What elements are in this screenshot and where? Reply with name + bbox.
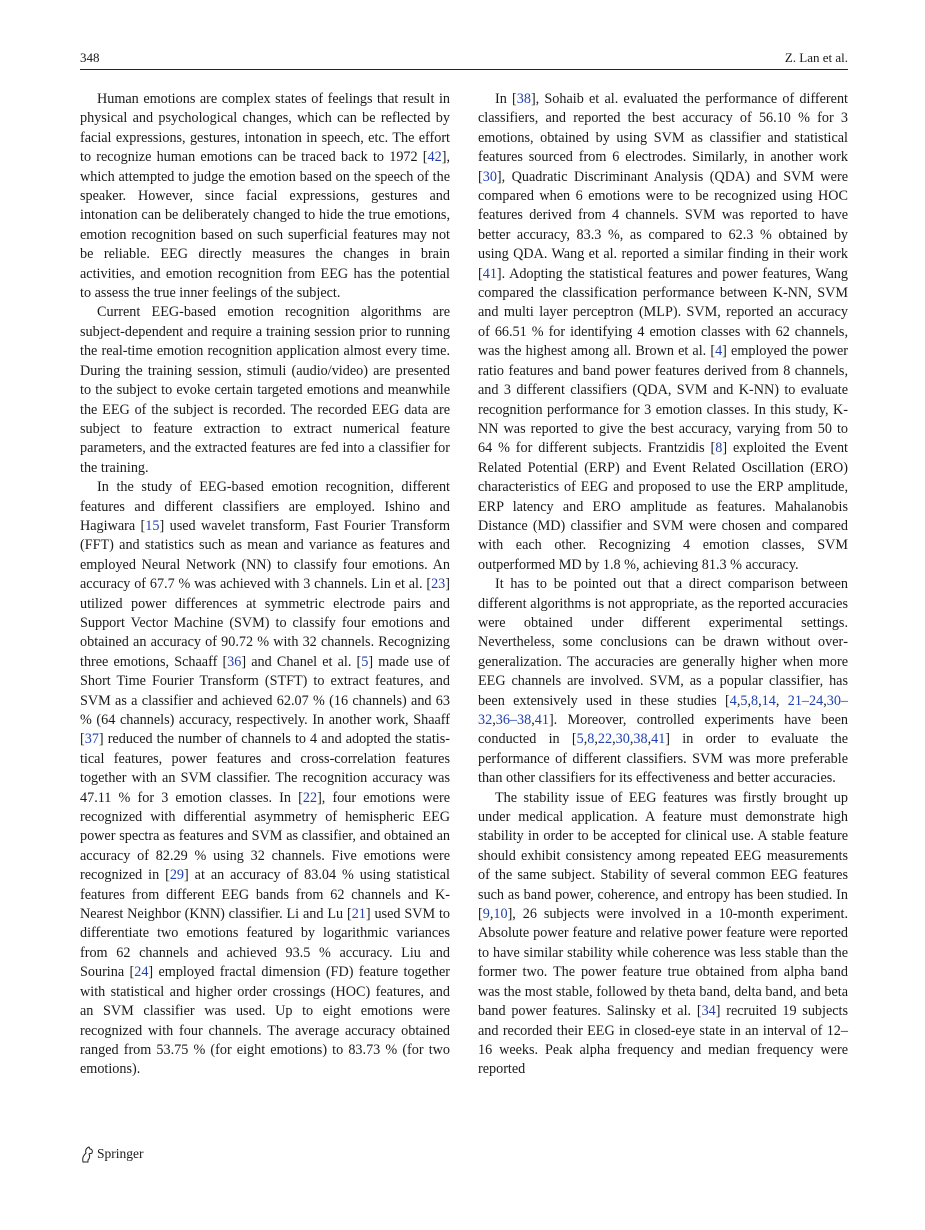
text-run: , — [629, 731, 634, 748]
paragraph — [80, 303, 450, 478]
text-run: , — [531, 712, 535, 728]
text-run: , — [747, 692, 751, 709]
page-number: 348 — [80, 50, 100, 65]
citation-link[interactable]: 22 — [597, 731, 613, 748]
text-run: ] recruited 19 subjects and recorded their EEG in closed-eye state in an interval of 12–16 weeks. Peak alpha frequency and median frequency were reported — [478, 1003, 849, 1078]
text-run: , — [594, 731, 598, 748]
citation-link[interactable]: 38 — [516, 91, 531, 107]
running-header — [80, 50, 848, 72]
citation-link[interactable]: 4 — [715, 343, 723, 360]
text-run: , — [775, 692, 788, 709]
citation-link[interactable]: 8 — [715, 440, 723, 457]
text-run: Current EEG-based emotion recognition algorithms are subject-dependent and require a training session prior to running the real-time emotion recognition application almost every time. During the training session, stimuli (audio/video) are presented to the subject to evoke certain targeted emotions and meanwhile the EEG of the subject is recorded. The recorded EEG data are subject to feature extraction to extract numerical feature parameters, and the extracted features are fed into a classifier for the training. — [80, 304, 450, 476]
text-run: ] used wavelet transform, Fast Fourier Transform (FFT) and statistics such as mean and variance as features and employed Neural Network (NN) to classify four emotions. An accuracy of 67.7 % was achieved with 3 channels. Lin et al. [ — [80, 517, 450, 593]
citation-link[interactable]: 29 — [169, 867, 185, 884]
text-run: It has to be pointed out that a direct comparison between different algorithms is not appropriate, as the reported accuracies were obtained under different experimental settings. Nevertheless, some conclusions can be drawn without overgeneralization. The accuracies are generally higher when more EEG channels are involved. SVM, as a popular classifier, has been extensively used in these studies [ — [478, 576, 848, 709]
citation-link[interactable]: 24 — [134, 964, 149, 981]
text-run: ] in order to evaluate the performance of different classifiers. SVM was more preferable than other classifiers for its effectiveness and better accuracies. — [478, 731, 849, 787]
text-run: The stability issue of EEG features was firstly brought up under medical application. A feature must demonstrate high stability in order to be accepted for clinical use. A stable feature should exhibit consistency among repeated EEG measurements of the same subject. Stability of several common EEG features such as band power, coherence, and entropy has been studied. In [ — [478, 789, 848, 923]
running-head-authors: Z. Lan et al. — [784, 50, 848, 65]
text-run: ] at an accuracy of 83.04 % using statistical features from different EEG bands from 62 channels and K-Nearest Neighbor (KNN) classifier. Li and Lu [ — [80, 867, 450, 923]
text-run: ] employed the power ratio features and band power features derived from 8 channels, and 3 different classifiers (QDA, SVM and K-NN) to evaluate recognition performance for 3 emotion classes. In this study, K-NN was reported to give the best accuracy, varying from 50 to 64 % for different subjects. Frantzidis [ — [478, 343, 848, 457]
citation-link[interactable]: 8 — [587, 731, 595, 748]
paragraph — [478, 789, 848, 1080]
citation-link[interactable]: 30 — [615, 731, 630, 748]
text-run: In the study of EEG-based emotion recognition, different features and different classifiers are employed. Ishino and Hagiwara [ — [80, 479, 450, 534]
citation-link[interactable]: 4 — [729, 692, 737, 709]
text-run: , — [612, 731, 616, 748]
text-run: Human emotions are complex states of feelings that result in physical and psychological changes, which can be reflected by facial expressions, gestures, intonation in speech, etc. The effort to recognize human emotions can be traced back to 1972 [ — [80, 91, 450, 166]
publisher-footer — [80, 1145, 144, 1163]
citation-link[interactable]: 23 — [431, 576, 446, 593]
text-run: , — [823, 692, 827, 709]
text-run: ]. Adopting the statistical features and power features, Wang compared the classification performance between K-NN, SVM and multi layer perceptron (MLP). SVM, reported an accuracy of 66.51 % for identifying 4 emotion classes with 62 channels, was the highest among all. Brown et al. [ — [478, 265, 848, 360]
text-run: ], four emotions were recognized with differential asymmetry of hemispheric EEG power spectra as features and SVM as classifier, and obtained an accuracy of 82.29 % using 32 channels. Five emotions were recognized in [ — [80, 789, 450, 884]
text-run: , — [492, 712, 496, 728]
citation-link[interactable]: 21–24 — [787, 692, 824, 709]
citation-link[interactable]: 34 — [701, 1003, 716, 1020]
citation-link[interactable]: 8 — [751, 692, 759, 709]
citation-link[interactable]: 42 — [427, 149, 442, 166]
citation-link[interactable]: 5 — [740, 692, 748, 709]
text-run: ], 26 subjects were involved in a 10-month experiment. Absolute power feature and relative power feature were reported to have similar stability while coherence was less stable than the former two. The power feature true obtained from alpha band was the most stable, followed by theta band, delta band, and beta band power features. Salinsky et al. [ — [478, 906, 848, 1020]
text-run: ], Sohaib et al. evaluated the performance of different classifiers, and reported the best accuracy of 56.10 % for 3 emotions, obtained by using SVM as classifier and statistical features sourced from 6 electrodes. Similarly, in another work [ — [478, 91, 848, 185]
header-rule — [80, 69, 848, 70]
citation-link[interactable]: 10 — [493, 906, 508, 923]
text-run: ], which attempted to judge the emotion based on the speech of the speaker. However, since facial expressions, gestures and intonation can be deliberately changed to hide the true emotions, emotion recognition based on such superficial features may not be reliable. EEG directly measures the changes in brain activities, and emotion recognition from EEG has the potential to assess the true inner feelings of the subject. — [80, 149, 450, 302]
text-run: , — [489, 906, 494, 923]
text-run: ], Quadratic Discriminant Analysis (QDA) and SVM were compared when 6 emotions were to be recognized using HOC features derived from 4 channels. SVM was reported to have better accuracy, 83.3 %, as compared to 62.3 % obtained by using QDA. Wang et al. reported a similar finding in their work [ — [478, 168, 848, 282]
citation-link[interactable]: 36–38 — [495, 712, 532, 728]
paragraph — [478, 575, 848, 788]
citation-link[interactable]: 41 — [482, 265, 497, 282]
citation-link[interactable]: 30–32 — [478, 692, 849, 728]
text-run: ]. Moreover, controlled experiments have been conducted in [ — [478, 712, 848, 748]
publisher-name: Springer — [97, 1146, 144, 1161]
text-run: , — [758, 692, 762, 709]
text-run: , — [736, 692, 741, 709]
citation-link[interactable]: 41 — [534, 712, 549, 728]
citation-link[interactable]: 5 — [361, 653, 369, 670]
citation-link[interactable]: 5 — [576, 731, 584, 748]
right-column — [478, 90, 848, 1080]
citation-link[interactable]: 41 — [651, 731, 666, 748]
text-run: ] employed fractal dimension (FD) feature together with statistical and higher order crossings (HOC) features, and an SVM classifier was used. Up to eight emotions were recognized with four channels. The average accuracy obtained ranged from 53.75 % (for eight emotions) to 83.73 % (for two emotions). — [80, 964, 450, 1078]
text-run: , — [583, 731, 588, 748]
text-run: , — [647, 731, 652, 748]
citation-link[interactable]: 36 — [227, 653, 242, 670]
citation-link[interactable]: 9 — [482, 906, 490, 923]
text-run: ] made use of Short Time Fourier Transform (STFT) to extract features, and SVM as a classifier and achieved 62.07 % (16 channels) and 63 % (64 channels) accuracy, respectively. In another work, Shaaff [ — [80, 653, 450, 748]
text-run: ] reduced the number of channels to 4 and adopted the statistical features, power features and cross-correlation features together with an SVM classifier. The recognition accuracy was 47.11 % for 3 emotion classes. In [ — [80, 731, 450, 806]
springer-horse-icon — [80, 1145, 94, 1163]
citation-link[interactable]: 22 — [302, 789, 318, 806]
citation-link[interactable]: 15 — [145, 517, 160, 534]
citation-link[interactable]: 37 — [84, 731, 99, 748]
citation-link[interactable]: 38 — [633, 731, 648, 748]
text-run: ] utilized power differences at symmetric electrode pairs and Support Vector Machine (SVM) to classify four emotions and obtained an accuracy of 90.72 % with 32 channels. Recognizing three emotions, Schaaff [ — [80, 576, 450, 670]
text-run: ] and Chanel et al. [ — [241, 653, 362, 670]
text-run: ] used SVM to differentiate two emotions featured by logarithmic variances from 62 channels and achieved 93.5 % accuracy. Liu and Sourina [ — [80, 906, 450, 981]
text-run: ] exploited the Event Related Potential (ERP) and Event Related Oscillation (ERO) characteristics of EEG and proposed to use the ERP amplitude, ERP latency and ERO amplitude as features. Mahalanobis Distance (MD) classifier and SVM were chosen and compared with each other. Recognizing 4 emotion classes, SVM outperformed MD by 1.8 %, achieving 81.3 % accuracy. — [478, 440, 848, 573]
citation-link[interactable]: 21 — [351, 906, 366, 923]
text-run: In [ — [495, 91, 517, 107]
paragraph — [80, 478, 450, 1080]
paragraph — [80, 90, 450, 303]
paragraph — [478, 90, 848, 575]
left-column — [80, 90, 450, 1080]
citation-link[interactable]: 14 — [761, 692, 776, 709]
citation-link[interactable]: 30 — [482, 168, 497, 185]
